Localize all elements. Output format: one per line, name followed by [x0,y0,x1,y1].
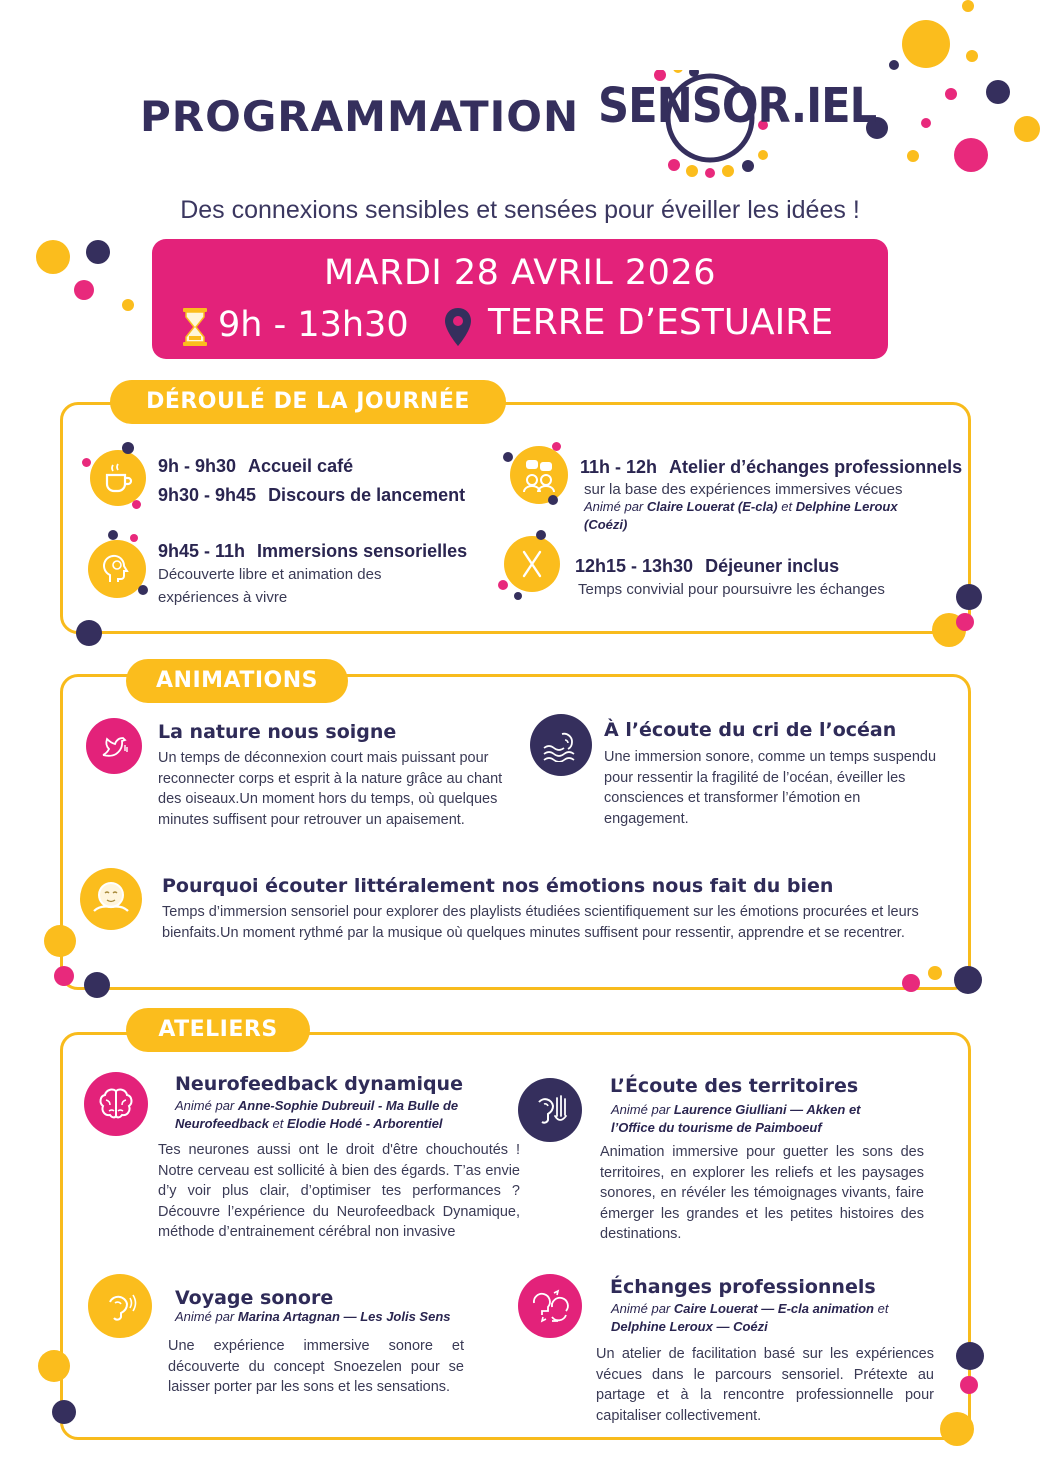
schedule-label: Immersions sensorielles [257,541,468,561]
decor-dot [889,60,899,70]
decor-dot [956,1342,984,1370]
animations-heading: ANIMATIONS [126,659,348,703]
atelier-animators: Animé par Laurence Giulliani — Akken et l’Office du tourisme de Paimboeuf [611,1102,861,1135]
decor-dot [1014,116,1040,142]
decor-dot [548,495,558,505]
decor-dot [76,620,102,646]
decor-dot [902,974,920,992]
ateliers-heading: ATELIERS [126,1008,310,1052]
decor-dot [108,530,118,540]
decor-dot [36,240,70,274]
schedule-item-accueil [158,456,353,477]
decor-dot [122,299,134,311]
event-banner [152,239,888,359]
decor-dot [498,580,508,590]
atelier-animators: Animé par Marina Artagnan — Les Jolis Sens [175,1309,451,1324]
hourglass-icon [182,307,208,347]
animation-desc: Temps d’immersion sensoriel pour explorer des playlists étudiées scientifiquement sur les émotions procurées et leurs bienfaits.Un moment rythmé par la musique où quelques minutes suffisent pour ressentir, apprendre et se recentrer. [162,904,919,941]
schedule-desc: Temps convivial pour poursuivre les échanges [578,581,885,598]
animation-title: Pourquoi écouter littéralement nos émotions nous fait du bien [162,875,834,897]
atelier-desc: Tes neurones aussi ont le droit d'être chouchoutés ! Notre cerveau est sollicité à bien des égards. T’as envie d’y voir plus clair, d’optimiser tes performances ? Découvre l’expérience du Neurofeedback Dynamique, méthode d’entrainement cérébral non invasive [158,1142,520,1240]
atelier-animators: Animé par Caire Louerat — E-cla animation et Delphine Leroux — Coézi [611,1301,889,1334]
schedule-time: 9h30 - 9h45 [158,485,257,505]
decor-dot [84,972,110,998]
subtitle: Des connexions sensibles et sensées pour éveiller les idées ! [180,196,860,224]
decor-dot [954,966,982,994]
exchange-heads-icon [518,1274,582,1338]
schedule-item-immersions [158,541,467,562]
atelier-title: Échanges professionnels [610,1276,876,1298]
animation-desc: Un temps de déconnexion court mais puissant pour reconnecter corps et esprit à la nature grâce au chant des oiseaux.Un moment hors du temps, où quelques minutes suffisent pour retrouver un apaisement. [158,750,503,828]
bird-icon [86,718,142,774]
decor-dot [503,452,513,462]
decor-dot [132,500,141,509]
schedule-label: Atelier d’échanges professionnels [669,457,963,477]
decor-dot [921,118,931,128]
brain-icon [84,1072,148,1136]
decor-dot [966,50,978,62]
decor-dot [44,925,76,957]
schedule-time: 11h - 12h [580,457,658,477]
decor-dot [138,585,148,595]
page-title: PROGRAMMATION [140,92,580,141]
animation-desc: Une immersion sonore, comme un temps suspendu pour ressentir la fragilité de l’océan, éveiller les consciences et transformer l’émotion en engagement. [604,749,937,827]
schedule-item-dejeuner [575,556,839,577]
decor-dot [907,150,919,162]
event-time: 9h - 13h30 [218,305,409,345]
sensoriel-logo [598,70,877,180]
decor-dot [956,613,974,631]
schedule-desc: Découverte libre et animation des expériences à vivre [158,566,382,606]
decor-dot [940,1412,974,1446]
decor-dot [82,458,91,467]
decor-dot [960,1376,978,1394]
decor-dot [86,240,110,264]
decor-dot [74,280,94,300]
schedule-time: 12h15 - 13h30 [575,556,694,576]
schedule-time: 9h - 9h30 [158,456,237,476]
decor-dot [130,534,138,542]
logo-text: SENSOR.IEL [598,78,877,134]
decor-dot [962,0,974,12]
schedule-time: 9h45 - 11h [158,541,246,561]
event-date: MARDI 28 AVRIL 2026 [323,253,716,293]
decor-dot [928,966,942,980]
decor-dot [986,80,1010,104]
atelier-title: L’Écoute des territoires [610,1075,859,1097]
animation-title: À l’écoute du cri de l’océan [604,719,897,741]
atelier-title: Neurofeedback dynamique [175,1073,463,1095]
schedule-animators: Animé par Claire Louerat (E-cla) et Delphine Leroux (Coézi) [584,499,898,532]
schedule-label: Discours de lancement [268,485,466,505]
location-pin-icon [444,307,472,347]
decor-dot [956,584,982,610]
decor-dot [38,1350,70,1382]
listening-ear-icon [518,1078,582,1142]
decor-dot [536,530,546,540]
atelier-title: Voyage sonore [175,1287,334,1309]
animation-title: La nature nous soigne [158,721,397,743]
schedule-heading: DÉROULÉ DE LA JOURNÉE [110,380,506,424]
discussion-icon [510,446,568,504]
decor-dot [552,442,561,451]
schedule-item-atelier [580,457,962,478]
coffee-icon [90,450,146,506]
atelier-desc: Un atelier de facilitation basé sur les expériences vécues dans le parcours sensoriel. Prétexte au partage et à la rencontre professionnelle pour capitaliser collectivement. [596,1346,934,1424]
schedule-label: Accueil café [248,456,354,476]
decor-dot [954,138,988,172]
schedule-item-discours [158,485,465,506]
decor-dot [54,966,74,986]
decor-dot [902,20,950,68]
decor-dot [514,592,522,600]
atelier-desc: Une expérience immersive sonore et découverte du concept Snoezelen pour se laisser porter par les sons et les sensations. [168,1338,464,1395]
atelier-desc: Animation immersive pour guetter les sons des territoires, en explorer les reliefs et les paysages sonores, en révéler les témoignages vivants, faire émerger les grandes et les petites histoires des destinations. [600,1144,924,1242]
event-place: TERRE D’ESTUAIRE [488,302,834,343]
cutlery-icon [504,536,560,592]
decor-dot [122,442,134,454]
meditation-brain-icon [80,868,142,930]
schedule-label: Déjeuner inclus [705,556,840,576]
ear-wave-icon [530,714,592,776]
ear-sound-icon [88,1274,152,1338]
decor-dot [945,88,957,100]
schedule-desc: sur la base des expériences immersives vécues [584,481,903,498]
atelier-animators: Animé par Anne-Sophie Dubreuil - Ma Bulle de Neurofeedback et Elodie Hodé - Arborentiel [175,1098,459,1131]
decor-dot [52,1400,76,1424]
